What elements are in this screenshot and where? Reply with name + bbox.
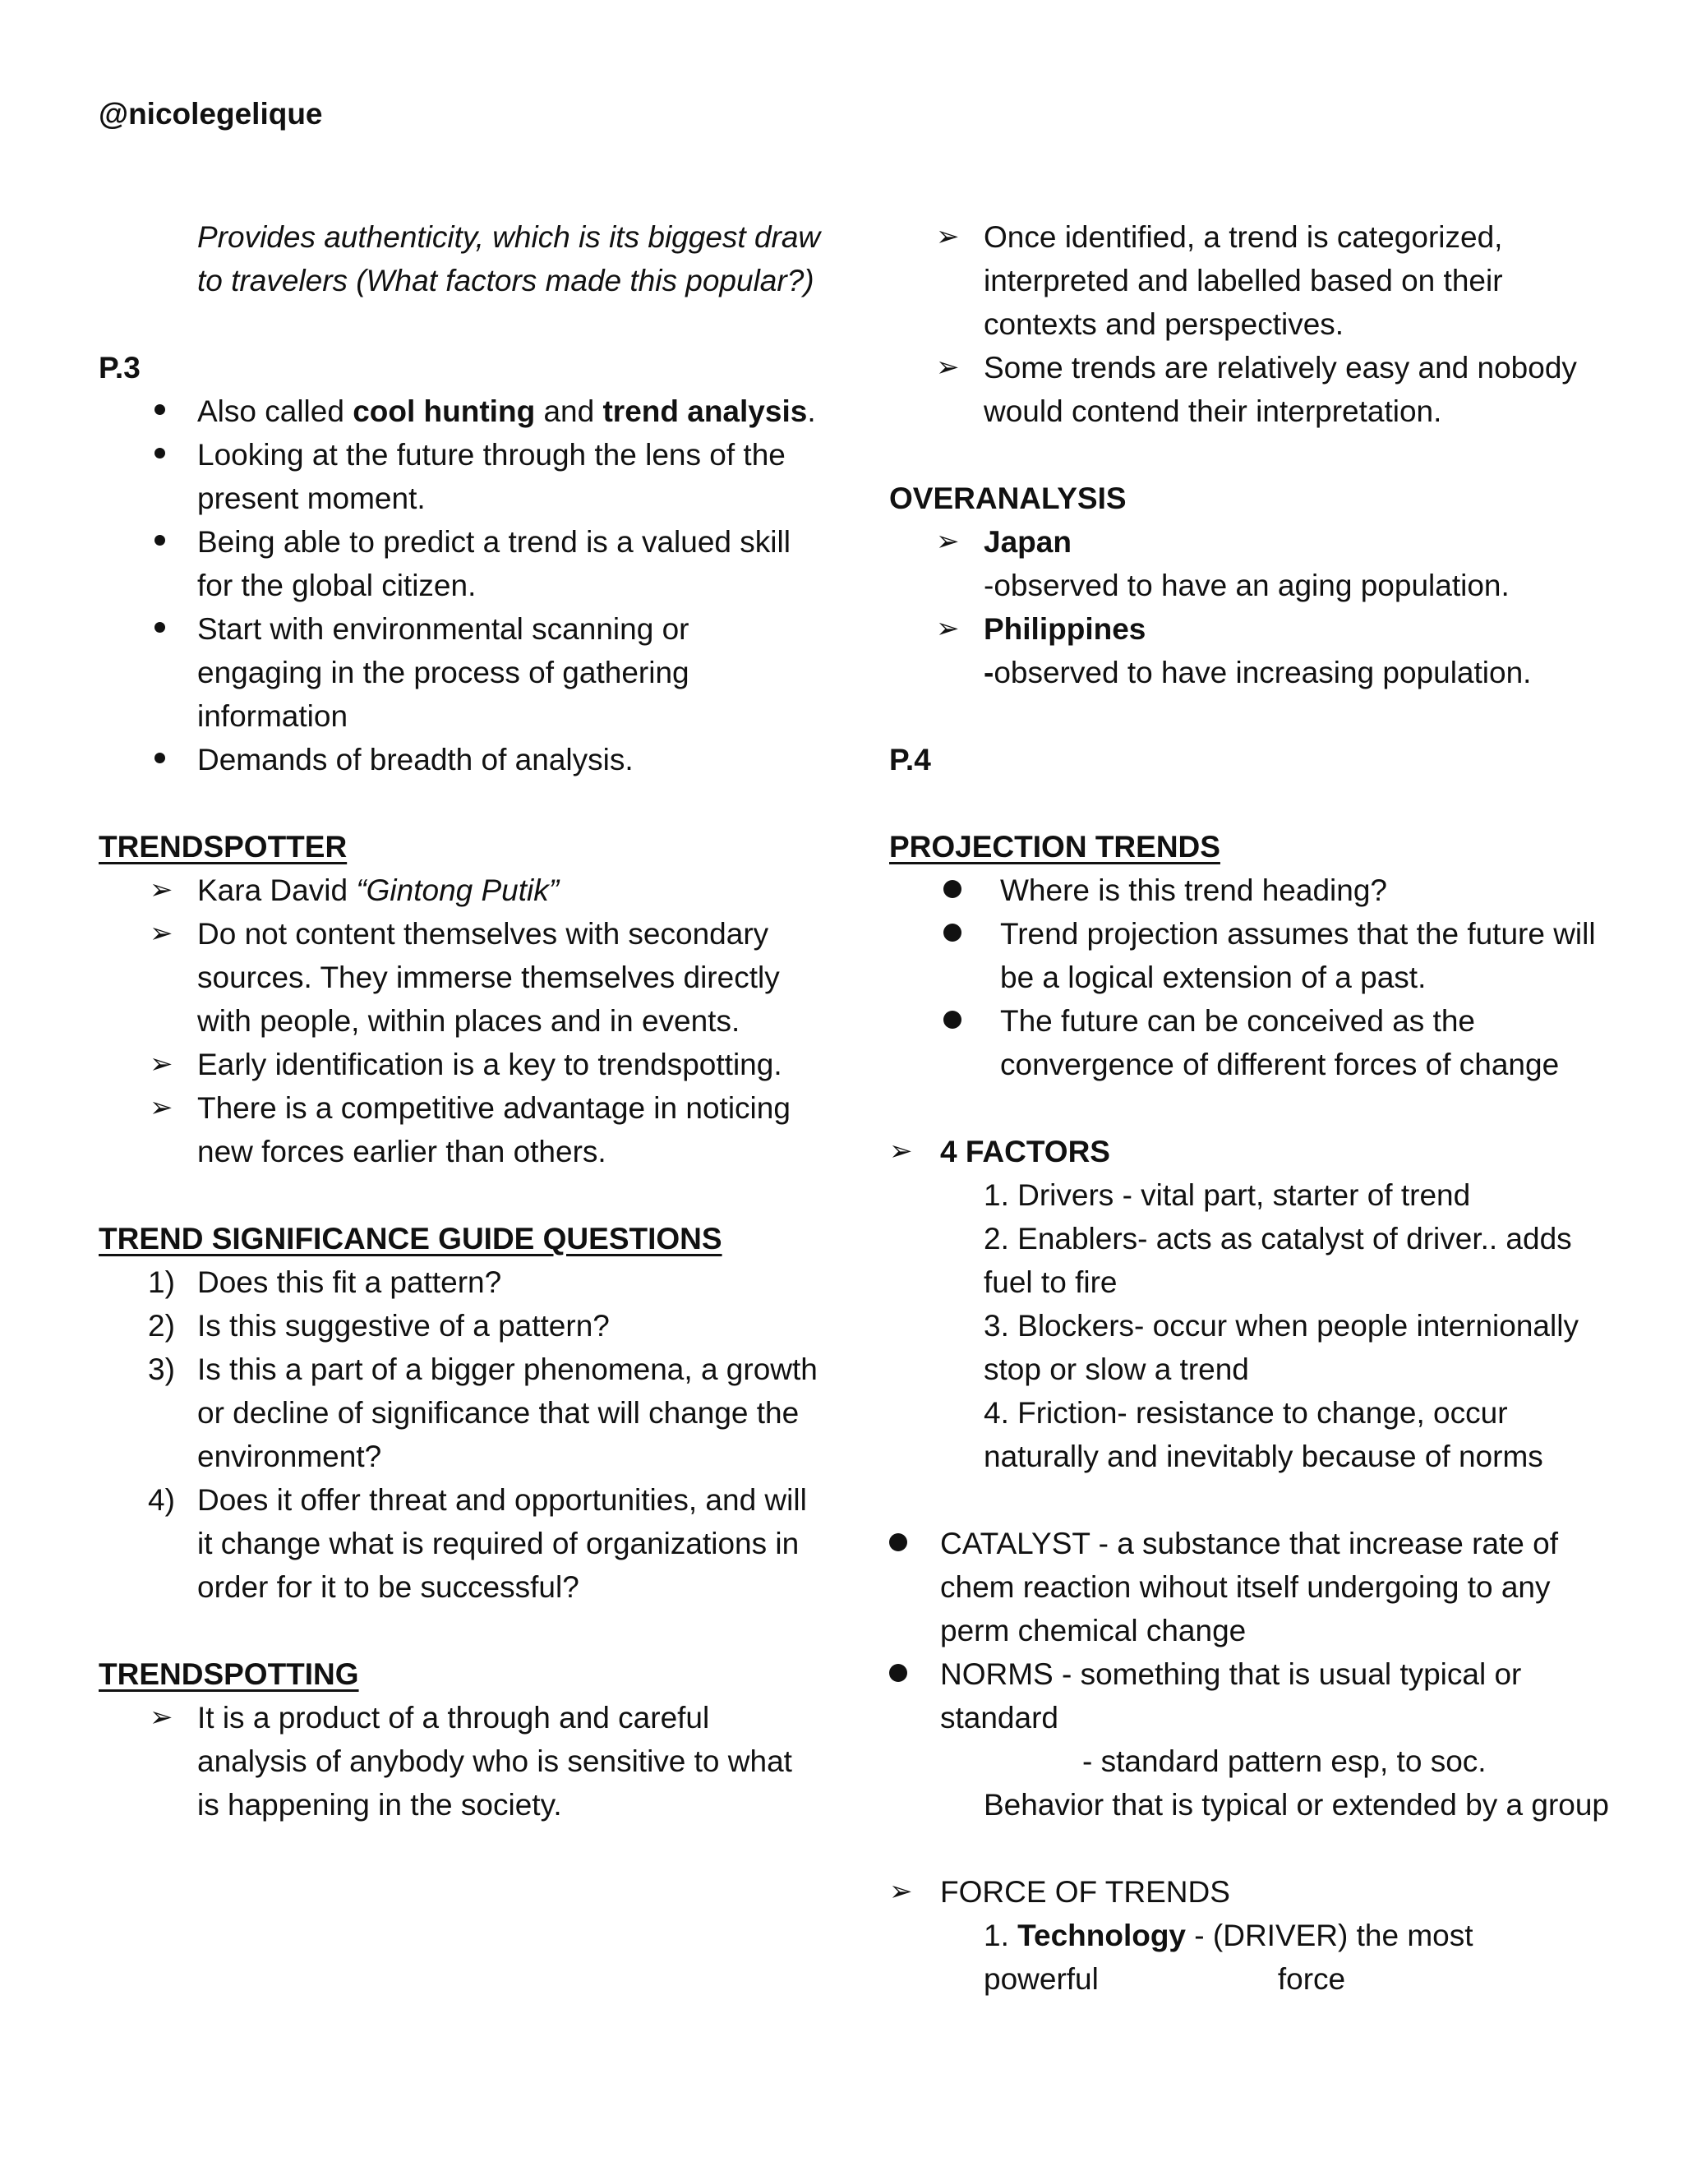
list-item: CATALYST - a substance that increase rate of chem reaction wihout itself undergoing to any perm chemical change (889, 1522, 1612, 1652)
factor-item: 4. Friction- resistance to change, occur naturally and inevitably because of norms (984, 1396, 1543, 1473)
bullet-icon (943, 924, 961, 942)
p3-label: P.3 (99, 351, 141, 385)
norms-continuation: Behavior that is typical or extended by a group (984, 1788, 1610, 1822)
arrow-bullet-icon: ➢ (150, 873, 173, 906)
list-item: Trend projection assumes that the future will be a logical extension of a past. (889, 912, 1612, 999)
bullet-icon (154, 753, 165, 763)
projection-list (889, 869, 1612, 1086)
arrow-bullet-icon: ➢ (889, 1875, 913, 1908)
factor-item: 1. Drivers - vital part, starter of trend (984, 1178, 1471, 1212)
list-item: ➢ Kara David “Gintong Putik” (99, 869, 822, 912)
list-item: Looking at the future through the lens of the present moment. (99, 433, 822, 520)
trendspotting-heading: TRENDSPOTTING (99, 1657, 359, 1691)
bullet-icon (154, 535, 165, 546)
list-item: 1) Does this fit a pattern? (99, 1260, 822, 1304)
trendspotter-heading: TRENDSPOTTER (99, 830, 348, 864)
p3-bullet-list (99, 389, 822, 781)
list-item: Demands of breadth of analysis. (99, 738, 822, 781)
right-column (889, 215, 1612, 2001)
bullet-icon (943, 880, 961, 898)
projection-trends-heading: PROJECTION TRENDS (889, 830, 1220, 864)
factor-item: 3. Blockers- occur when people internionally stop or slow a trend (984, 1309, 1579, 1386)
force-item-continuation: powerful force (984, 1962, 1346, 1996)
bullet-icon (889, 1664, 907, 1682)
list-number: 3) (148, 1352, 175, 1386)
list-item: ➢ There is a competitive advantage in noticing new forces earlier than others. (99, 1086, 822, 1173)
list-item (889, 1130, 1612, 1173)
arrow-bullet-icon: ➢ (936, 351, 960, 384)
norms-continuation: - standard pattern esp, to soc. (1082, 1744, 1487, 1778)
definitions-list (889, 1522, 1612, 1739)
arrow-bullet-icon: ➢ (150, 1091, 173, 1124)
intro-text: Provides authenticity, which is its biggest draw to travelers (What factors made this popular?) (197, 220, 821, 297)
list-item: 3) Is this a part of a bigger phenomena, a growth or decline of significance that will change the environment? (99, 1348, 822, 1478)
list-number: 2) (148, 1309, 175, 1343)
left-column (99, 215, 822, 1827)
factors-list (889, 1173, 1612, 1478)
list-number: 1) (148, 1265, 175, 1299)
list-item: Start with environmental scanning or engaging in the process of gathering information (99, 607, 822, 738)
list-item: ➢ Early identification is a key to trendspotting. (99, 1043, 822, 1086)
list-number: 4) (148, 1483, 175, 1517)
list-item: Also called cool hunting and trend analysis. (99, 389, 822, 433)
force-item: 1. Technology - (DRIVER) the most (984, 1919, 1473, 1952)
p4-label: P.4 (889, 743, 931, 776)
list-item: ➢ It is a product of a through and careful analysis of anybody who is sensitive to what is happening in the society. (99, 1696, 822, 1827)
bullet-icon (943, 1011, 961, 1029)
overanalysis-list (889, 520, 1612, 694)
trendspotting-list (99, 1696, 822, 1827)
list-item: The future can be conceived as the convergence of different forces of change (889, 999, 1612, 1086)
arrow-bullet-icon: ➢ (150, 917, 173, 950)
list-item: ➢ Do not content themselves with secondary sources. They immerse themselves directly with people, within places and in events. (99, 912, 822, 1043)
bullet-icon (889, 1533, 907, 1551)
arrow-bullet-icon: ➢ (150, 1048, 173, 1080)
author-handle: @nicolegelique (99, 97, 323, 131)
list-item: ➢ Once identified, a trend is categorized, interpreted and labelled based on their contexts and perspectives. (889, 215, 1612, 346)
guide-questions-heading: TREND SIGNIFICANCE GUIDE QUESTIONS (99, 1222, 722, 1256)
overanalysis-heading: OVERANALYSIS (889, 481, 1127, 515)
arrow-bullet-icon: ➢ (936, 525, 960, 558)
arrow-bullet-icon: ➢ (936, 220, 960, 253)
bullet-icon (154, 404, 165, 415)
arrow-bullet-icon: ➢ (936, 612, 960, 645)
factors-section (889, 1130, 1612, 1173)
list-item: ➢ Japan -observed to have an aging population. (889, 520, 1612, 607)
list-item: ➢ Some trends are relatively easy and nobody would contend their interpretation. (889, 346, 1612, 433)
list-item (889, 1870, 1612, 1914)
arrow-bullet-icon: ➢ (150, 1701, 173, 1734)
bullet-icon (154, 622, 165, 633)
list-item: NORMS - something that is usual typical or standard (889, 1652, 1612, 1739)
trendspotter-list (99, 869, 822, 1173)
list-item: 2) Is this suggestive of a pattern? (99, 1304, 822, 1348)
factor-item: 2. Enablers- acts as catalyst of driver.. adds fuel to fire (984, 1222, 1572, 1299)
trend-notes-list (889, 215, 1612, 433)
arrow-bullet-icon: ➢ (889, 1135, 913, 1168)
bullet-icon (154, 448, 165, 458)
list-item: Being able to predict a trend is a valued skill for the global citizen. (99, 520, 822, 607)
list-item: ➢ Philippines -observed to have increasing population. (889, 607, 1612, 694)
factors-heading: 4 FACTORS (940, 1135, 1110, 1168)
force-heading: FORCE OF TRENDS (940, 1875, 1230, 1909)
guide-questions-list (99, 1260, 822, 1609)
list-item: Where is this trend heading? (889, 869, 1612, 912)
force-section (889, 1870, 1612, 1914)
list-item: 4) Does it offer threat and opportunities, and will it change what is required of organizations in order for it to be successful? (99, 1478, 822, 1609)
